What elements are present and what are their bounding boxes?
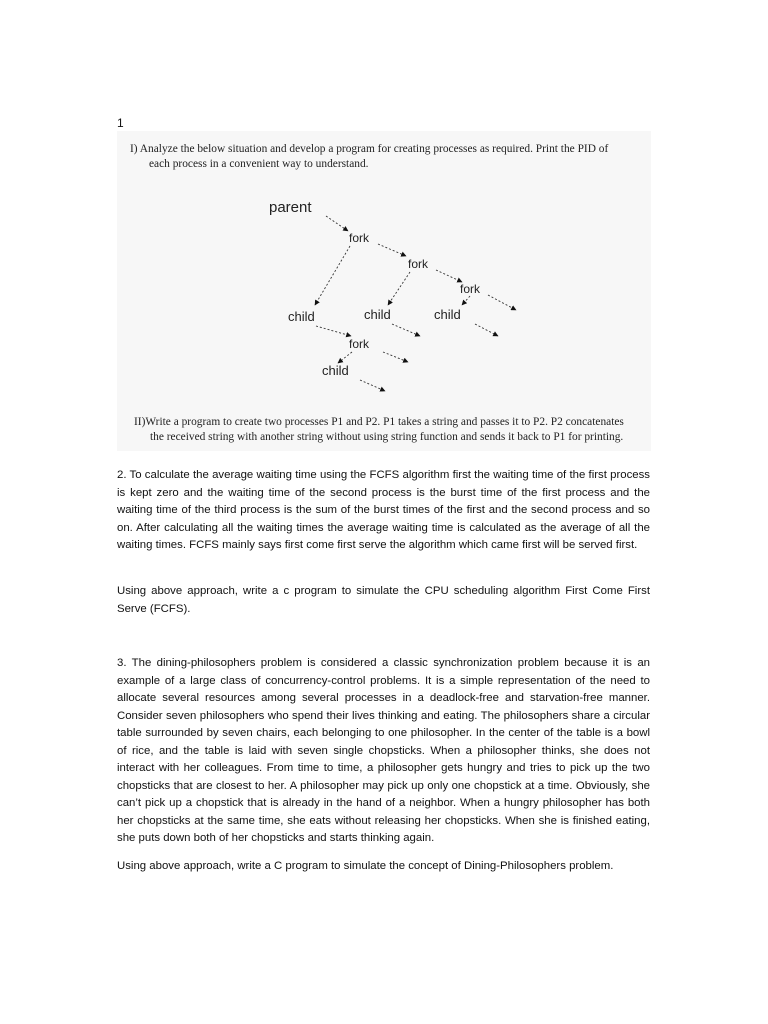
node-fork-1: fork [349, 231, 370, 245]
question-2-task-text: Using above approach, write a c program to simulate the CPU scheduling algorithm First Come First Serve (FCFS). [117, 585, 650, 615]
edge-fork2-child2 [388, 272, 410, 305]
node-fork-3: fork [460, 282, 481, 296]
edge-fork3-child3 [462, 296, 470, 305]
node-child-3: child [434, 307, 461, 322]
edge-fork4-out [383, 352, 408, 362]
edge-fork1-fork2 [378, 244, 406, 256]
question-3-text: 3. The dining-philosophers problem is considered a classic synchronization problem because it is an example of a large class of concurrency-control problems. It is a simple representation of the need to allocate several resources among several processes in a deadlock-free and starvation-free manner. Consider seven philosophers who spend their lives thinking and eating. The philosophers share a circular table surrounded by seven chairs, each belonging to one philosopher. In the center of the table is a bowl of rice, and the table is laid with seven single chopsticks. When a philosopher thinks, she does not interact with her colleagues. From time to time, a philosopher gets hungry and tries to pick up the two chopsticks that are closest to her. A philosopher may pick up only one chopstick at a time. Obviously, she can’t pick up a chopstick that is already in the hand of a neighbor. When a hungry philosopher has both her chopsticks at the same time, she eats without releasing her chopsticks. When she is finished eating, she puts down both of her chopsticks and starts thinking again. [117, 657, 650, 844]
edge-fork4-child4 [338, 352, 352, 363]
question-1-part-2-line-1: II)Write a program to create two processes P1 and P2. P1 takes a string and passes it to P2. P2 concatenates [134, 416, 624, 428]
question-2-text: 2. To calculate the average waiting time using the FCFS algorithm first the waiting time of the first process is kept zero and the waiting time of the second process is the burst time of the first process and the waiting time of the third process is the sum of the burst times of the first and the second process and so on. After calculating all the waiting times the average waiting time is calculated as the average of all the waiting times. FCFS mainly says first come first serve the algorithm which came first will be served first. [117, 469, 650, 551]
edge-child3-out [475, 324, 498, 336]
edge-fork1-child1 [315, 246, 350, 305]
question-2-task [117, 583, 650, 618]
node-child-4: child [322, 363, 349, 378]
question-1-line-2: each process in a convenient way to understand. [149, 158, 369, 170]
question-1-line-1: I) Analyze the below situation and develop a program for creating processes as required. Print the PID of [130, 143, 609, 155]
edge-child1-fork4 [316, 326, 351, 336]
node-parent: parent [269, 199, 312, 216]
page-number: 1 [117, 116, 124, 130]
node-fork-2: fork [408, 257, 429, 271]
process-fork-diagram [117, 131, 651, 451]
edge-fork2-fork3 [436, 270, 462, 282]
edge-child4-out [360, 380, 385, 391]
question-3 [117, 655, 650, 848]
question-2 [117, 467, 650, 555]
node-child-1: child [288, 309, 315, 324]
question-3-task [117, 858, 650, 876]
edge-fork3-out [488, 295, 516, 310]
edge-child2-out [392, 324, 420, 336]
question-3-task-text: Using above approach, write a C program to simulate the concept of Dining-Philosophers problem. [117, 860, 614, 872]
question-1-part-2 [134, 415, 649, 445]
node-child-2: child [364, 307, 391, 322]
edge-parent-fork1 [326, 216, 348, 231]
node-fork-4: fork [349, 337, 370, 351]
question-1-part-2-line-2: the received string with another string without using string function and sends it back to P1 for printing. [150, 431, 624, 443]
